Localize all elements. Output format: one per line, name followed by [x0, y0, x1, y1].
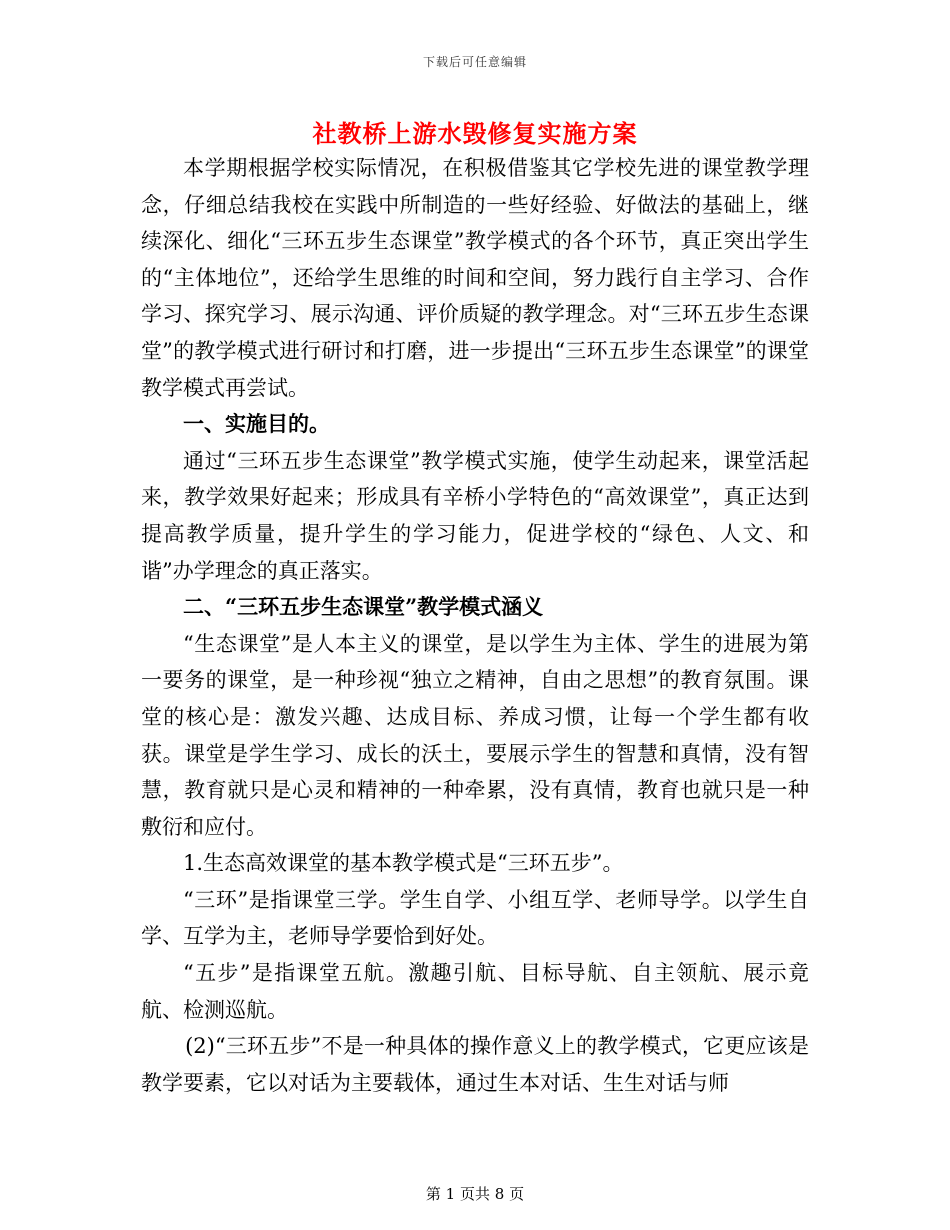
paragraph-item-1: 1.生态高效课堂的基本教学模式是“三环五步”。 — [183, 851, 624, 876]
paragraph-three-rings: “三环”是指课堂三学。学生自学、小组互学、老师导学。以学生自学、互学为主，老师导学要恰到好处。 — [141, 887, 809, 949]
page-number: 第 1 页共 8 页 — [425, 1185, 525, 1203]
paragraph-purpose: 通过“三环五步生态课堂”教学模式实施，使学生动起来，课堂活起来，教学效果好起来；形成具有辛桥小学特色的“高效课堂”，真正达到提高教学质量，提升学生的学习能力，促进学校的“绿色、人文、和谐”办学理念的真正落实。 — [141, 448, 809, 583]
document-title: 社教桥上游水毁修复实施方案 — [312, 119, 638, 148]
paragraph-intro: 本学期根据学校实际情况，在积极借鉴其它学校先进的课堂教学理念，仔细总结我校在实践中所制造的一些好经验、好做法的基础上，继续深化、细化“三环五步生态课堂”教学模式的各个环节，真正突出学生的“主体地位”，还给学生思维的时间和空间，努力践行自主学习、合作学习、探究学习、展示沟通、评价质疑的教学理念。对“三环五步生态课堂”的教学模式进行研讨和打磨，进一步提出“三环五步生态课堂”的课堂教学模式再尝试。 — [141, 156, 809, 400]
paragraph-item-2: (2)“三环五步”不是一种具体的操作意义上的教学模式，它更应该是教学要素，它以对话为主要载体，通过生本对话、生生对话与师 — [141, 1034, 809, 1095]
header-note: 下载后可任意编辑 — [422, 55, 527, 69]
document-body — [141, 150, 809, 1101]
paragraph-five-steps: “五步”是指课堂五航。激趣引航、目标导航、自主领航、展示竟航、检测巡航。 — [141, 961, 809, 1022]
paragraph-meaning: “生态课堂”是人本主义的课堂，是以学生为主体、学生的进展为第一要务的课堂，是一种珍视“独立之精神，自由之思想”的教育氛围。课堂的核心是：激发兴趣、达成目标、养成习惯，让每一个学生都有收获。课堂是学生学习、成长的沃土，要展示学生的智慧和真情，没有智慧，教育就只是心灵和精神的一种牵累，没有真情，教育也就只是一种敷衍和应付。 — [141, 631, 809, 839]
section-heading-1: 一、实施目的。 — [183, 411, 330, 437]
section-heading-2: 二、“三环五步生态课堂”教学模式涵义 — [183, 594, 544, 620]
